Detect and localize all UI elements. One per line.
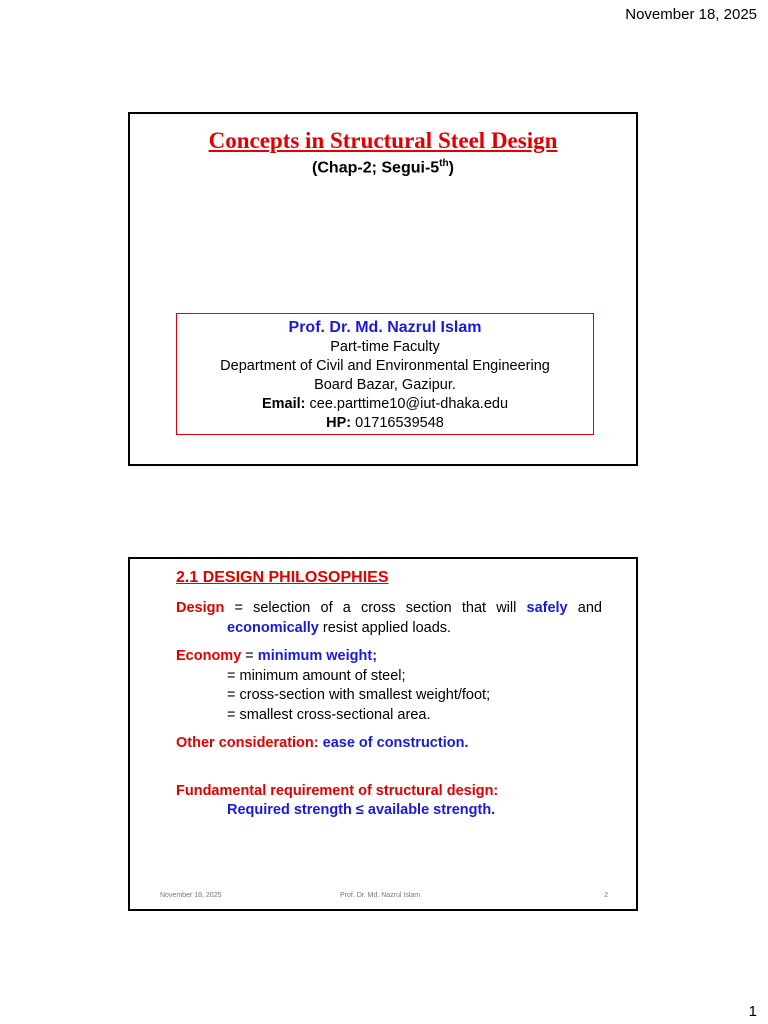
other-value: ease of construction. — [318, 735, 469, 751]
design-text-3: resist applied loads. — [318, 619, 452, 636]
subtitle-end: ) — [448, 159, 454, 177]
economy-line: = minimum amount of steel; — [227, 667, 406, 684]
design-definition — [176, 599, 602, 619]
author-name: Prof. Dr. Md. Nazrul Islam — [288, 319, 482, 336]
fundamental-term: Fundamental requirement of structural design: — [176, 782, 499, 799]
email-label: Email: — [261, 396, 306, 412]
page-date: November 18, 2025 — [625, 6, 757, 23]
economy-term: Economy — [176, 648, 242, 664]
design-economically: economically — [227, 619, 319, 636]
slide-subtitle — [130, 158, 636, 177]
slide-1 — [128, 112, 638, 466]
economy-line: = cross-section with smallest weight/foot; — [227, 687, 491, 703]
other-term: Other consideration: — [176, 735, 319, 751]
author-box — [176, 313, 594, 435]
author-email-line — [177, 395, 593, 414]
hp-label: HP: — [326, 415, 352, 431]
hp-value: 01716539548 — [355, 415, 444, 431]
fundamental-value: Required strength ≤ available strength. — [227, 802, 496, 818]
design-text-1: = selection of a cross section that will — [224, 600, 527, 616]
fundamental-value-line — [176, 801, 602, 821]
economy-value: minimum weight; — [257, 648, 378, 664]
slide-title: Concepts in Structural Steel Design — [208, 128, 558, 153]
design-term: Design — [176, 600, 225, 616]
design-definition-cont — [176, 619, 602, 639]
author-address: Board Bazar, Gazipur. — [314, 377, 456, 393]
design-text-2: and — [567, 600, 602, 616]
author-hp-line — [177, 414, 593, 433]
page-number: 1 — [748, 1003, 757, 1020]
economy-equals: = — [241, 648, 258, 664]
author-position: Part-time Faculty — [330, 339, 440, 355]
subtitle-superscript: th — [439, 158, 449, 169]
economy-definition — [176, 647, 602, 667]
email-value: cee.parttime10@iut-dhaka.edu — [309, 396, 509, 412]
subtitle-main: (Chap-2; Segui-5 — [312, 159, 440, 177]
other-consideration — [176, 734, 602, 754]
author-department: Department of Civil and Environmental Engineering — [220, 358, 550, 374]
slide-body — [176, 599, 602, 821]
economy-line: = smallest cross-sectional area. — [227, 706, 431, 723]
slide-footer-date: November 18, 2025 — [160, 892, 222, 899]
fundamental-requirement — [176, 782, 602, 802]
slide-footer-author: Prof. Dr. Md. Nazrul Islam — [340, 892, 421, 899]
design-safely: safely — [526, 600, 568, 616]
slide-2 — [128, 557, 638, 911]
slide-footer-number: 2 — [604, 892, 608, 899]
section-heading: 2.1 DESIGN PHILOSOPHIES — [176, 569, 389, 586]
